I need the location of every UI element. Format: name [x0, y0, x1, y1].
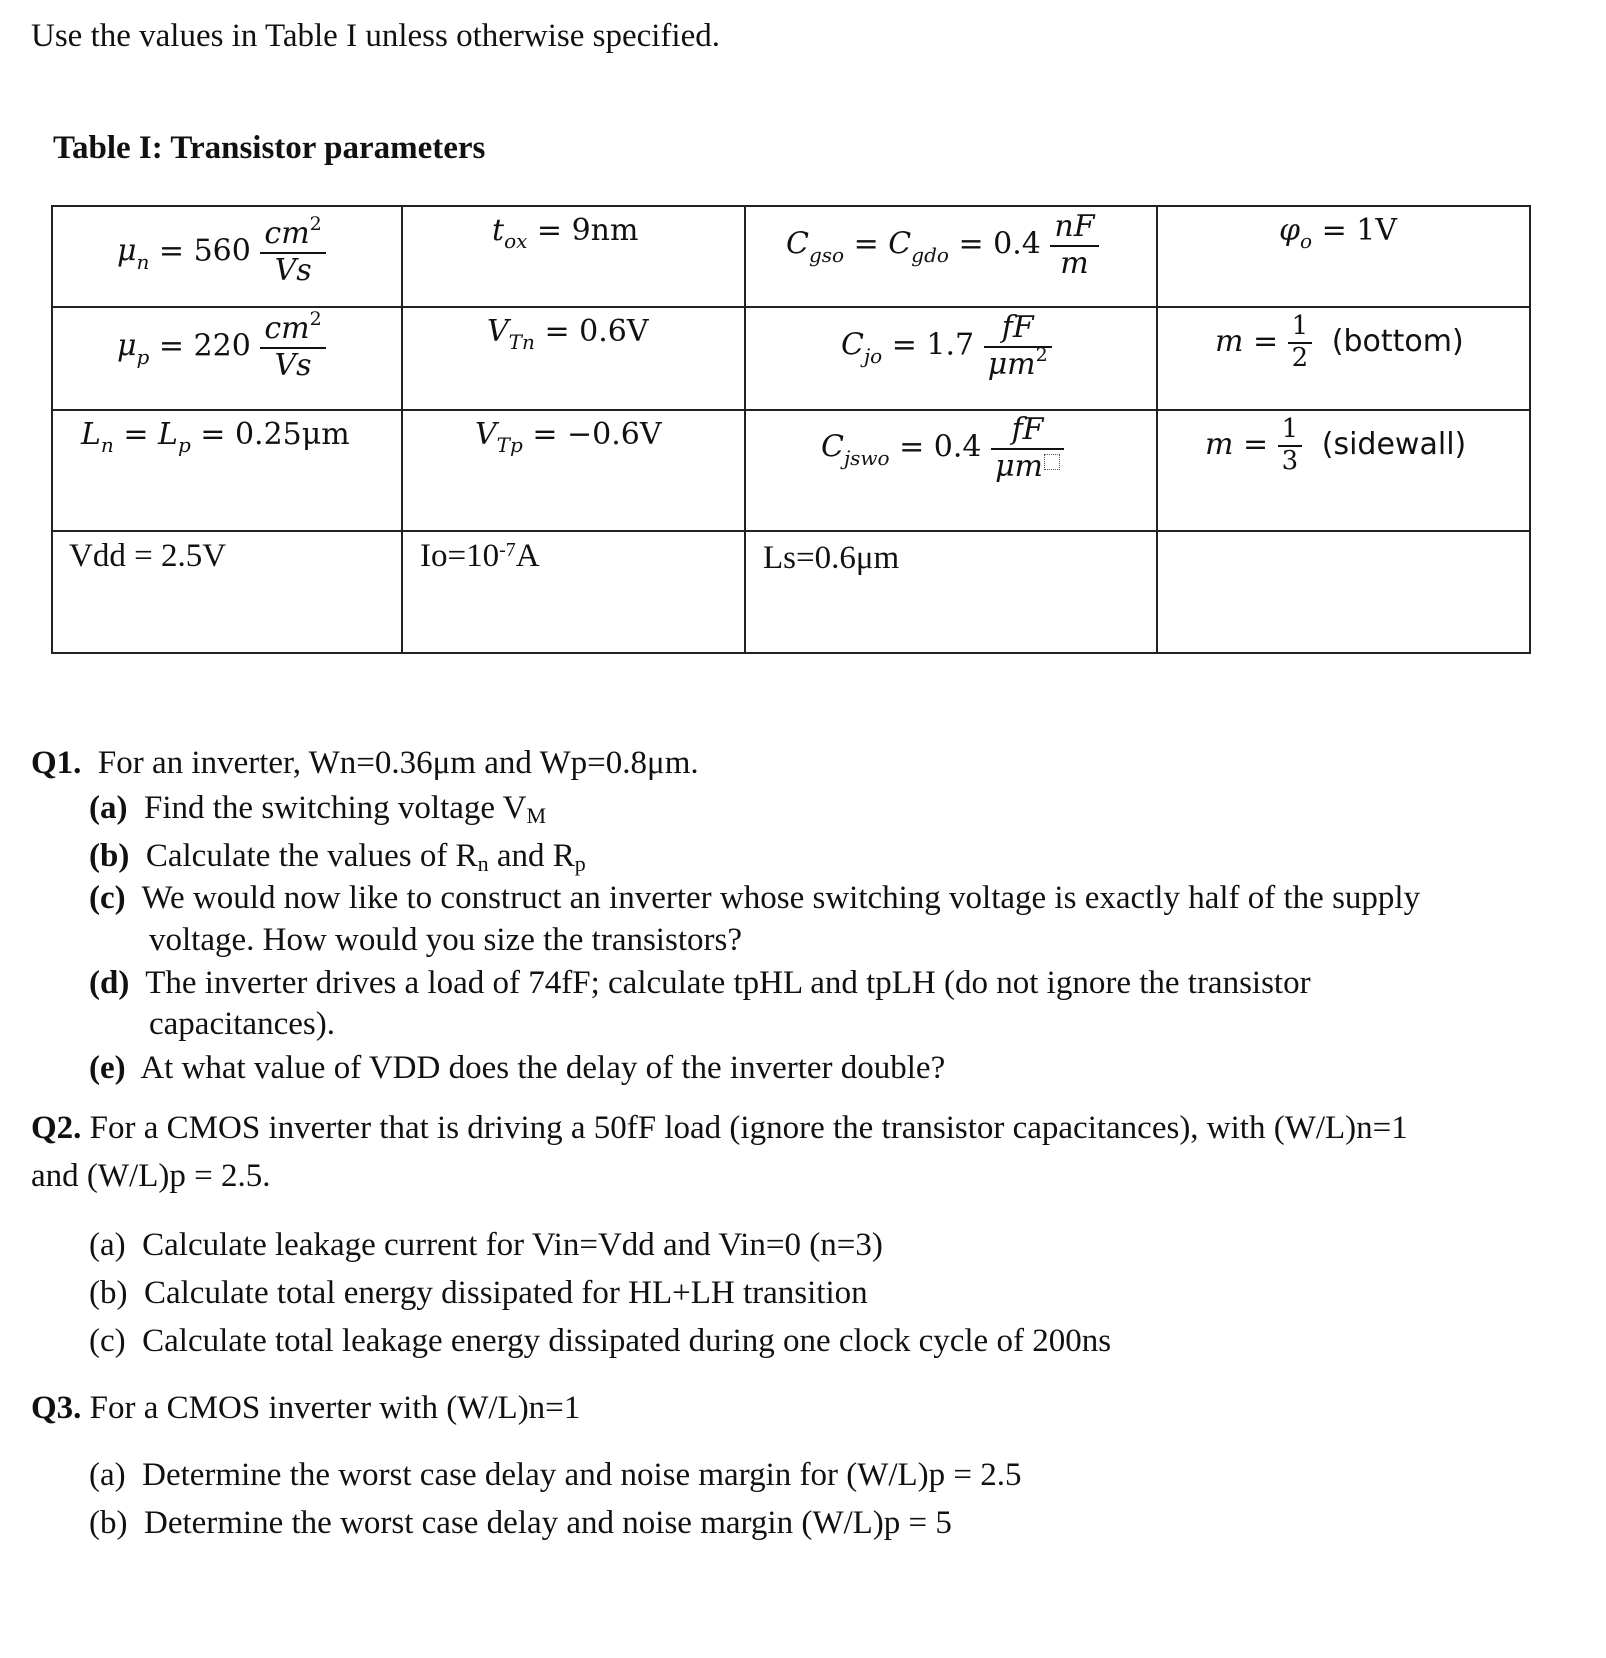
q3-heading: Q3. For a CMOS inverter with (W/L)n=1 — [31, 1390, 581, 1426]
table-cell — [1157, 206, 1530, 307]
vtp-param: $V_{Tp} = -0.6V$ — [475, 417, 662, 457]
table-row — [52, 531, 1530, 653]
q1-item-d-cont: capacitances). — [149, 1006, 335, 1042]
q1-item-b: (b) Calculate the values of Rn and Rp — [89, 838, 586, 876]
mu-p-param: $\mu_p = 220$ $\frac{cm^2}{Vs}$ — [117, 312, 326, 383]
q1-item-a: (a) Find the switching voltage VM — [89, 790, 547, 828]
vdd-param: Vdd = 2.5V — [69, 538, 227, 574]
table-title: Table I: Transistor parameters — [53, 130, 486, 166]
cgso-cgdo-param: $C_{gso} = C_{gdo} = 0.4$ $\frac{nF}{m}$ — [786, 210, 1099, 281]
q1-item-d: (d) The inverter drives a load of 74fF; calculate tpHL and tpLH (do not ignore the transistor — [89, 965, 1311, 1001]
table-cell — [402, 307, 745, 410]
table-cell — [52, 307, 402, 410]
io-param: $Io=10^{-7}A$ — [420, 538, 540, 574]
q2-heading: Q2. For a CMOS inverter that is driving a 50fF load (ignore the transistor capacitances), with (W/L)n=1 — [31, 1110, 1408, 1146]
table-cell — [745, 307, 1157, 410]
cjo-param: $C_{jo} = 1.7$ $\frac{fF}{\mu m^2}$ — [841, 311, 1052, 382]
table-cell — [745, 206, 1157, 307]
table-cell — [745, 410, 1157, 531]
q2-item-c: (c) Calculate total leakage energy dissipated during one clock cycle of 200ns — [89, 1323, 1112, 1359]
table-cell — [1157, 531, 1530, 653]
phi-o-param: $\varphi_o = 1V$ — [1279, 213, 1398, 253]
q2-item-b: (b) Calculate total energy dissipated for HL+LH transition — [89, 1275, 868, 1311]
parameters-table — [51, 205, 1531, 654]
m-sidewall-param: m = $\frac{1}{3}$ (sidewall) — [1205, 414, 1467, 476]
table-cell — [1157, 410, 1530, 531]
table-row — [52, 307, 1530, 410]
table-cell — [52, 410, 402, 531]
table-row — [52, 410, 1530, 531]
mu-n-param: $\mu_n = 560$ $\frac{cm^2}{Vs}$ — [117, 217, 326, 288]
missing-glyph-box — [1044, 454, 1060, 470]
table-cell — [745, 531, 1157, 653]
table-cell — [52, 531, 402, 653]
q1-heading: Q1. For an inverter, Wn=0.36μm and Wp=0.8μm. — [31, 745, 699, 781]
m-bottom-param: m = $\frac{1}{2}$ (bottom) — [1215, 311, 1464, 373]
table-cell — [1157, 307, 1530, 410]
cjswo-param: $C_{jswo} = 0.4$ $\frac{fF}{\mu m}$ — [821, 413, 1064, 484]
vtn-param: $V_{Tn} = 0.6V$ — [487, 314, 649, 354]
ln-lp-param: $L_n = L_p = 0.25\mu m$ — [81, 417, 350, 457]
table-cell — [402, 410, 745, 531]
q2-item-a: (a) Calculate leakage current for Vin=Vdd and Vin=0 (n=3) — [89, 1227, 883, 1263]
intro-text: Use the values in Table I unless otherwise specified. — [31, 18, 720, 54]
table-cell — [52, 206, 402, 307]
ls-param: Ls=0.6μm — [763, 540, 900, 576]
table-cell — [402, 206, 745, 307]
q3-item-a: (a) Determine the worst case delay and noise margin for (W/L)p = 2.5 — [89, 1457, 1022, 1493]
tox-param: $t_{ox} = 9nm$ — [492, 213, 639, 253]
table-cell — [402, 531, 745, 653]
q1-item-c: (c) We would now like to construct an inverter whose switching voltage is exactly half of the supply — [89, 880, 1421, 916]
table-row — [52, 206, 1530, 307]
q2-heading-cont: and (W/L)p = 2.5. — [31, 1158, 271, 1194]
q3-item-b: (b) Determine the worst case delay and noise margin (W/L)p = 5 — [89, 1505, 952, 1541]
q1-item-c-cont: voltage. How would you size the transistors? — [149, 922, 742, 958]
q1-item-e: (e) At what value of VDD does the delay of the inverter double? — [89, 1050, 946, 1086]
